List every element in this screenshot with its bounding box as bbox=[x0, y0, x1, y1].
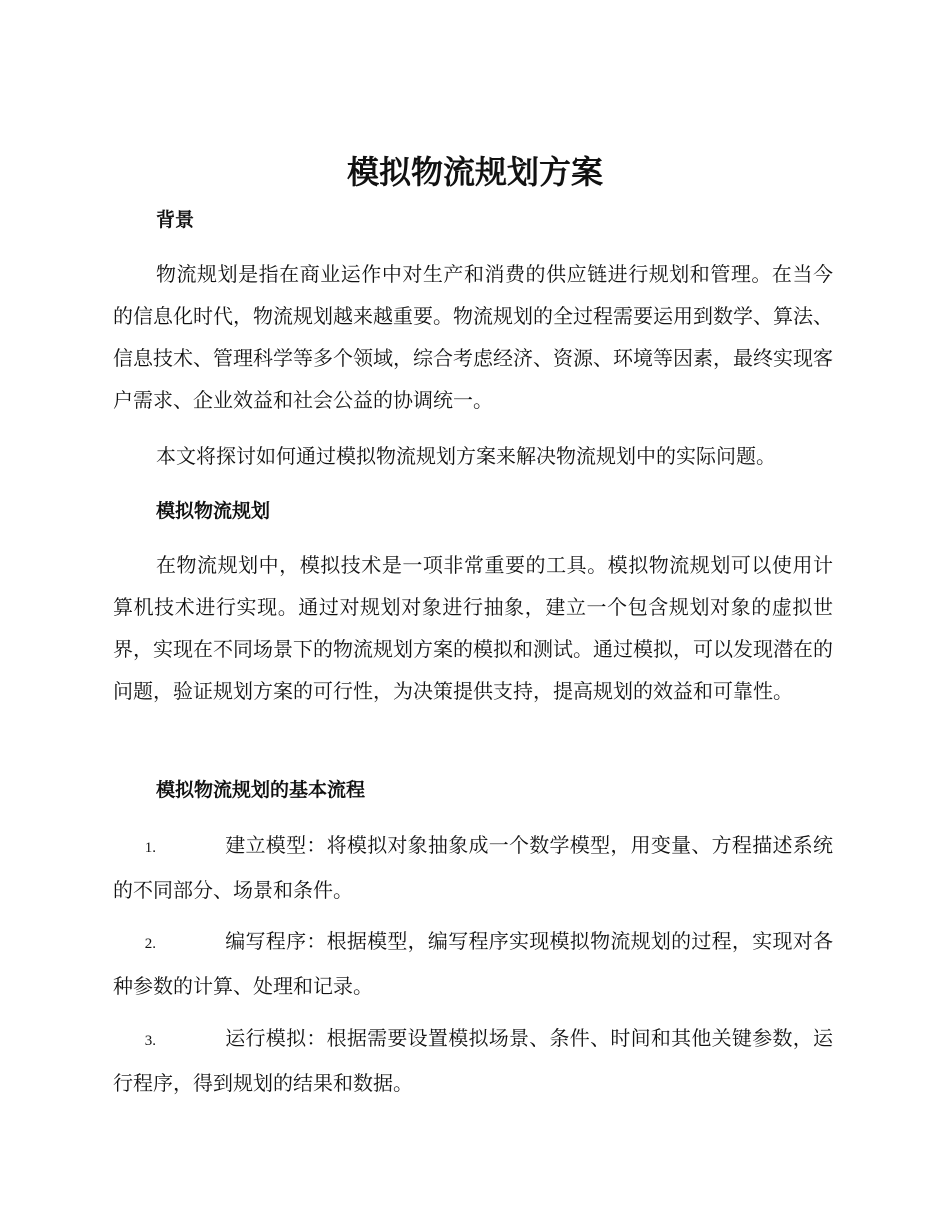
list-item bbox=[113, 920, 833, 1007]
list-item-text: 编写程序：根据模型，编写程序实现模拟物流规划的过程，实现对各种参数的计算、处理和记录。 bbox=[113, 929, 833, 998]
section-heading-simulation: 模拟物流规划 bbox=[156, 500, 271, 522]
paragraph-simulation-1: 在物流规划中，模拟技术是一项非常重要的工具。模拟物流规划可以使用计算机技术进行实现。通过对规划对象进行抽象，建立一个包含规划对象的虚拟世界，实现在不同场景下的物流规划方案的模拟和测试。通过模拟，可以发现潜在的问题，验证规划方案的可行性，为决策提供支持，提高规划的效益和可靠性。 bbox=[113, 553, 833, 703]
document-title: 模拟物流规划方案 bbox=[346, 153, 603, 191]
section-heading-process: 模拟物流规划的基本流程 bbox=[156, 779, 366, 801]
list-item-number: 3. bbox=[144, 1033, 156, 1049]
list-item-number: 2. bbox=[144, 936, 156, 952]
paragraph-background-2: 本文将探讨如何通过模拟物流规划方案来解决物流规划中的实际问题。 bbox=[156, 444, 776, 468]
list-item-number: 1. bbox=[144, 840, 156, 856]
list-item bbox=[113, 1017, 833, 1104]
list-item-text: 运行模拟：根据需要设置模拟场景、条件、时间和其他关键参数，运行程序，得到规划的结果和数据。 bbox=[113, 1026, 833, 1095]
list-item bbox=[113, 824, 833, 911]
list-item-text: 建立模型：将模拟对象抽象成一个数学模型，用变量、方程描述系统的不同部分、场景和条件。 bbox=[113, 833, 833, 902]
paragraph-background-1: 物流规划是指在商业运作中对生产和消费的供应链进行规划和管理。在当今的信息化时代，物流规划越来越重要。物流规划的全过程需要运用到数学、算法、信息技术、管理科学等多个领域，综合考虑经济、资源、环境等因素，最终实现客户需求、企业效益和社会公益的协调统一。 bbox=[113, 262, 833, 412]
section-heading-background: 背景 bbox=[156, 209, 195, 231]
